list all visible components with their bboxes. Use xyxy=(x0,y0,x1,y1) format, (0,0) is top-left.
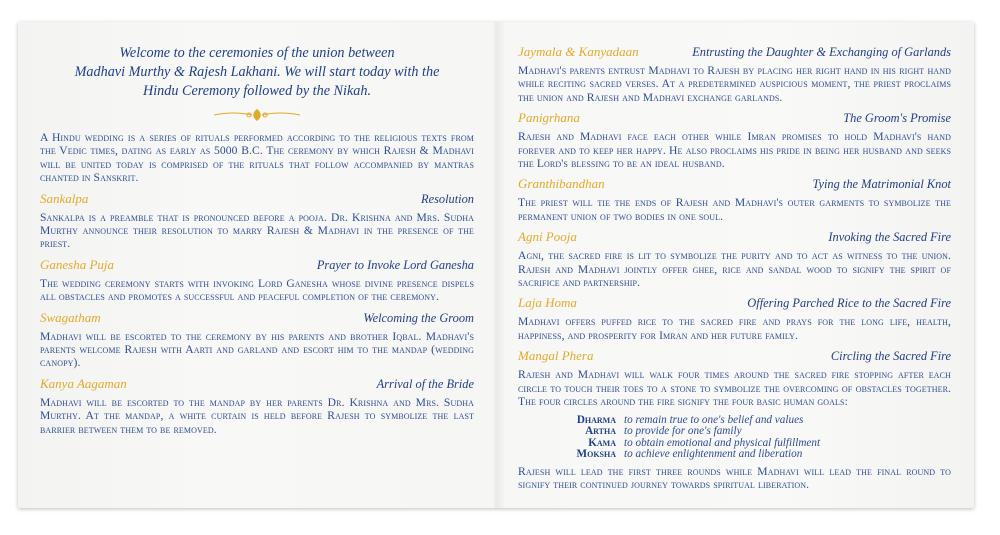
welcome-line: Madhavi Murthy & Rajesh Lakhani. We will start today with the xyxy=(74,64,440,80)
section-title: Offering Parched Rice to the Sacred Fire xyxy=(747,296,951,311)
section-title: Invoking the Sacred Fire xyxy=(828,230,951,245)
goal-desc: to obtain emotional and physical fulfillment xyxy=(624,436,821,449)
goal-item xyxy=(564,426,951,438)
section xyxy=(40,376,474,436)
section-title: Circling the Sacred Fire xyxy=(830,349,951,364)
section-name: Panigrhana xyxy=(518,110,580,126)
section-name: Jaymala & Kanyadaan xyxy=(518,44,639,59)
welcome-line: Welcome to the ceremonies of the union between xyxy=(119,45,395,61)
goal-item xyxy=(564,415,951,427)
goal-name: Kama xyxy=(588,436,616,449)
left-page xyxy=(40,22,474,436)
section xyxy=(40,257,474,304)
section-title: Arrival of the Bride xyxy=(376,376,474,391)
flourish-ornament-icon xyxy=(212,107,302,123)
section-text: Madhavi's parents entrust Madhavi to Rajesh by placing her right hand in his right hand while reciting sacred verses. At a predetermined auspicious moment, the priest proclaims the union and Rajesh and Madhavi exchange garlands. xyxy=(518,64,951,104)
welcome-message xyxy=(40,44,474,101)
section-name: Mangal Phera xyxy=(518,348,594,364)
section-name: Kanya Aagaman xyxy=(40,375,127,391)
intro-paragraph: A Hindu wedding is a series of rituals performed according to the religious texts from the Vedic times, dating as early as 5000 B.C. The ceremony by which Rajesh & Madhavi will be united today is comprised of the rituals that follow accompanied by mantras chanted in Sanskrit. xyxy=(40,131,474,185)
section-text: Rajesh and Madhavi will walk four times around the sacred fire stopping after each circle to touch their toes to a stone to symbolize the overcoming of obstacles together. The four circles around the fire signify the four basic human goals: xyxy=(518,368,951,409)
section-text: Agni, the sacred fire is lit to symbolize the purity and to act as witness to the union. Rajesh and Madhavi jointly offer ghee, rice and sandal wood to signify the spirit of sacrifice and partnership. xyxy=(518,249,951,290)
section-text: The wedding ceremony starts with invoking Lord Ganesha whose divine presence dispels all obstacles and promotes a successful and peaceful completion of the ceremony. xyxy=(40,276,474,304)
section-name: Swagatham xyxy=(40,309,101,325)
section-title: Entrusting the Daughter & Exchanging of Garlands xyxy=(692,45,951,59)
section xyxy=(518,176,951,223)
section xyxy=(518,229,951,289)
section-name: Agni Pooja xyxy=(518,229,577,245)
section xyxy=(518,110,951,170)
goal-name: Dharma xyxy=(576,413,616,426)
goal-name: Moksha xyxy=(576,448,616,461)
goal-item xyxy=(564,449,951,461)
section-title: The Groom's Promise xyxy=(843,111,951,126)
section xyxy=(518,348,951,408)
goals-list xyxy=(564,415,951,461)
section-text: The priest will tie the ends of Rajesh and Madhavi's outer garments to symbolize the permanent union of two bodies in one soul. xyxy=(518,196,951,223)
goal-name: Artha xyxy=(585,425,616,438)
section-text: Madhavi will be escorted to the ceremony by his parents and brother Iqbal. Madhavi's parents welcome Rajesh with Aarti and garland and escort him to the mandap (wedding canopy). xyxy=(40,329,474,370)
section-title: Prayer to Invoke Lord Ganesha xyxy=(316,257,474,272)
section-name: Laja Homa xyxy=(518,295,577,311)
section-name: Sankalpa xyxy=(40,190,89,206)
section-title: Welcoming the Groom xyxy=(363,310,474,325)
section-text: Rajesh and Madhavi face each other while Imran promises to hold Madhavi's hand forever and to keep her happy. He also proclaims his pride in being her husband and seeks the Lord's blessing to be an ideal husband. xyxy=(518,130,951,171)
section xyxy=(518,295,951,342)
section-title: Tying the Matrimonial Knot xyxy=(812,177,951,192)
section xyxy=(40,191,474,251)
section-text: Madhavi will be escorted to the mandap by her parents Dr. Krishna and Mrs. Sudha Murthy. At the mandap, a white curtain is held before Rajesh to symbolize the last barrier between them to be removed. xyxy=(40,395,474,436)
closing-paragraph: Rajesh will lead the first three rounds while Madhavi will lead the final round to signify their continued journey towards spiritual liberation. xyxy=(518,464,951,492)
program-sheet xyxy=(18,22,974,508)
section-text: Sankalpa is a preamble that is pronounced before a pooja. Dr. Krishna and Mrs. Sudha Murthy announce their resolution to marry Rajesh & Madhavi in the presence of the priest. xyxy=(40,210,474,251)
welcome-line: Hindu Ceremony followed by the Nikah. xyxy=(142,83,371,99)
goal-desc: to achieve enlightenment and liberation xyxy=(624,448,803,461)
section-name: Granthibandhan xyxy=(518,176,605,192)
goal-desc: to provide for one's family xyxy=(624,425,742,438)
goal-desc: to remain true to one's belief and values xyxy=(624,413,804,426)
section-name: Ganesha Puja xyxy=(40,256,115,272)
section xyxy=(40,310,474,370)
section-title: Resolution xyxy=(421,191,474,206)
section-text: Madhavi offers puffed rice to the sacred fire and prays for the long life, health, happiness, and prosperity for Imran and her future family. xyxy=(518,315,951,342)
section xyxy=(518,44,951,104)
right-page xyxy=(518,44,951,492)
